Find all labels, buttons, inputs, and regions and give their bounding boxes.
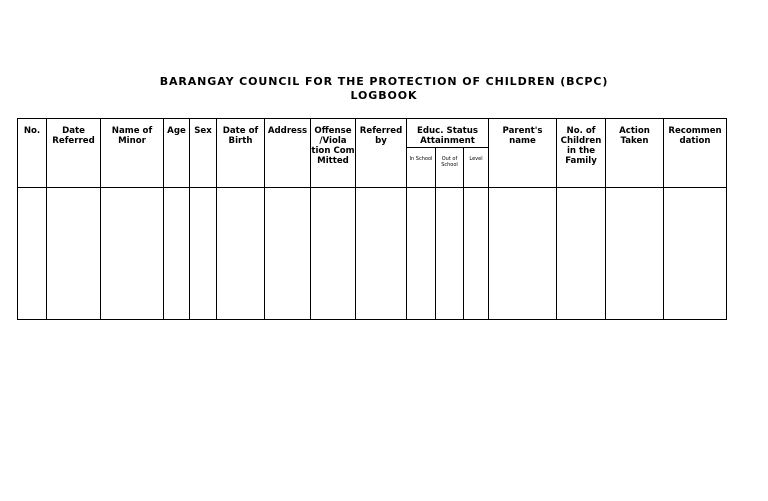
cell-out-of-school — [436, 188, 464, 320]
col-action-taken-header: Action Taken — [606, 119, 664, 188]
col-in-school-header: In School — [407, 148, 436, 188]
cell-level — [464, 188, 489, 320]
cell-in-school — [407, 188, 436, 320]
cell-sex — [190, 188, 217, 320]
cell-age — [164, 188, 190, 320]
col-referred-by-header: Referred by — [356, 119, 407, 188]
cell-offense — [311, 188, 356, 320]
logbook-table — [17, 118, 727, 320]
cell-recommendation — [664, 188, 727, 320]
col-sex-header: Sex — [190, 119, 217, 188]
col-name-of-minor-header: Name of Minor — [101, 119, 164, 188]
cell-parents-name — [489, 188, 557, 320]
col-no-header: No. — [18, 119, 47, 188]
col-age-header: Age — [164, 119, 190, 188]
cell-no — [18, 188, 47, 320]
page-title: BARANGAY COUNCIL FOR THE PROTECTION OF CHILDREN (BCPC) — [159, 75, 609, 88]
cell-date-referred — [47, 188, 101, 320]
col-address-header: Address — [265, 119, 311, 188]
col-offense-header: Offense /Viola tion Com Mitted — [311, 119, 356, 188]
col-out-of-school-header: Out of School — [436, 148, 464, 188]
col-no-of-children-header: No. of Children in the Family — [557, 119, 606, 188]
col-educ-status-header: Educ. Status Attainment — [407, 119, 489, 148]
cell-date-of-birth — [217, 188, 265, 320]
table-row — [18, 188, 727, 320]
col-date-referred-header: Date Referred — [47, 119, 101, 188]
col-recommendation-header: Recommen dation — [664, 119, 727, 188]
cell-action-taken — [606, 188, 664, 320]
col-date-of-birth-header: Date of Birth — [217, 119, 265, 188]
col-level-header: Level — [464, 148, 489, 188]
cell-address — [265, 188, 311, 320]
col-parents-name-header: Parent's name — [489, 119, 557, 188]
cell-no-of-children — [557, 188, 606, 320]
page-subtitle: LOGBOOK — [350, 89, 418, 102]
cell-name-of-minor — [101, 188, 164, 320]
header-row — [18, 119, 727, 148]
cell-referred-by — [356, 188, 407, 320]
